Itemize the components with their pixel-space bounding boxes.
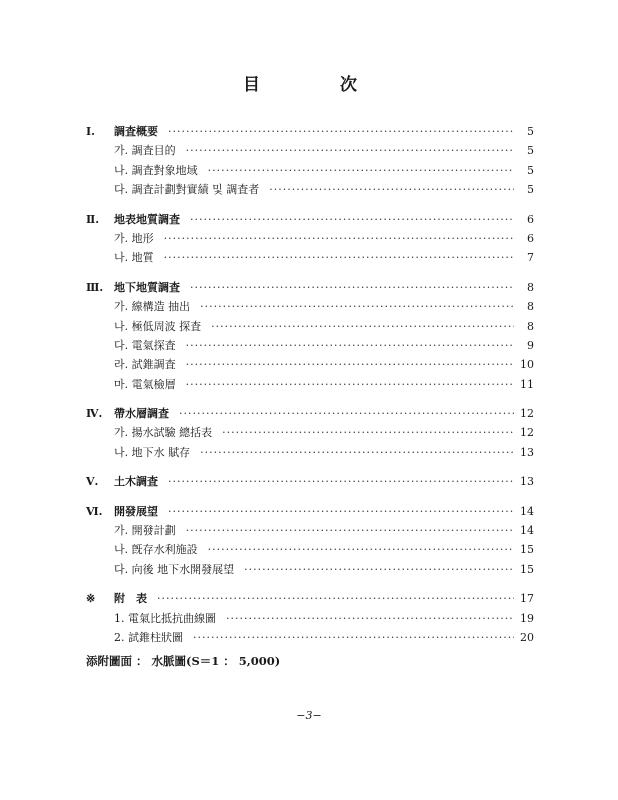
toc-section-number: Ⅳ. [86,407,103,421]
leader-dots [244,560,514,579]
toc-section-label: 帶水層調査 [114,407,169,421]
toc-subsection[interactable] [86,180,534,199]
leader-dots [193,628,514,647]
leader-dots [208,540,514,559]
toc-page-number: 14 [520,504,534,518]
leader-dots [208,161,514,180]
toc-page-number: 8 [527,300,534,314]
toc-page-number: 9 [527,338,534,352]
leader-dots [186,355,514,374]
leader-dots [222,423,514,442]
leader-dots [164,229,514,248]
toc-section-label: 調査概要 [114,125,158,138]
toc-subsection[interactable] [86,229,534,248]
toc-page-number: 7 [527,251,534,265]
toc-section-number: ※ [86,592,96,606]
toc-section-number: Ⅵ. [86,504,103,518]
toc-section-number: Ⅱ. [86,212,100,226]
toc-subsection[interactable] [86,521,534,540]
toc-section-label: 開發展望 [114,504,158,518]
toc-page-number: 17 [520,592,534,606]
toc-section-label: 附 表 [114,592,147,606]
toc-page-number: 15 [520,543,534,557]
toc-page-number: 15 [520,562,534,576]
toc-subsection-label: 가. 開發計劃 [114,524,176,538]
toc-subsection-label: 가. 地形 [114,231,154,245]
toc-section-number: Ⅴ. [86,475,99,489]
toc-subsection-label: 라. 試錐調査 [114,358,176,372]
toc-subsection-label: 나. 極低周波 探査 [114,319,202,333]
toc-section-label: 地表地質調査 [114,212,180,226]
title-char-1: 目 [243,75,260,95]
leader-dots [186,375,514,394]
table-of-contents [86,122,534,647]
leader-dots [190,210,514,229]
toc-page-number: 5 [527,183,534,197]
toc-page-number: 8 [527,280,534,294]
toc-page-number: 6 [527,231,534,245]
toc-subsection-label: 나. 調査對象地域 [114,163,198,177]
toc-page-number: 12 [520,426,534,440]
toc-page-number: 8 [527,319,534,333]
toc-section-1[interactable] [86,122,534,141]
toc-page-number: 19 [520,611,534,625]
leader-dots [164,248,514,267]
toc-section-4[interactable] [86,404,534,423]
leader-dots [200,297,514,316]
toc-page-number: 12 [520,407,534,421]
toc-subsection-label: 가. 揚水試驗 總括表 [114,426,213,440]
toc-subsection-label: 나. 地質 [114,251,154,265]
toc-subsection-label: 가. 調査目的 [114,144,176,158]
toc-subsection[interactable] [86,336,534,355]
toc-section-appendix[interactable] [86,589,534,608]
title-char-2: 次 [340,75,357,95]
toc-section-label: 地下地質調査 [114,280,180,294]
leader-dots [200,443,514,462]
leader-dots [226,609,514,628]
toc-page-number: 13 [520,475,534,489]
toc-page-number: 6 [527,212,534,226]
toc-subsection[interactable] [86,317,534,336]
toc-subsection-label: 마. 電氣檢層 [114,377,176,391]
toc-page-number: 5 [527,163,534,177]
toc-subsection[interactable] [86,297,534,316]
toc-subsection[interactable] [86,375,534,394]
toc-section-5[interactable] [86,472,534,491]
toc-section-2[interactable] [86,210,534,229]
leader-dots [168,502,514,521]
page-title [0,70,618,95]
leader-dots [211,317,514,336]
leader-dots [186,521,514,540]
leader-dots [168,472,514,491]
leader-dots [186,141,514,160]
toc-page-number: 5 [527,125,534,138]
toc-subsection-label: 다. 調査計劃對實績 및 調査者 [114,183,260,197]
leader-dots [157,589,514,608]
toc-subsection-label: 나. 旣存水利施設 [114,543,198,557]
toc-subsection[interactable] [86,161,534,180]
toc-subsection-label: 2. 試錐柱狀圖 [114,630,183,644]
toc-page-number: 20 [520,630,534,644]
toc-subsection[interactable] [86,609,534,628]
leader-dots [168,122,514,141]
attached-drawing-note: 添附圖面 ： 水脈圖(S＝1 ： 5,000) [86,654,281,668]
leader-dots [179,404,514,423]
toc-section-number: Ⅲ. [86,280,104,294]
toc-subsection[interactable] [86,443,534,462]
toc-section-6[interactable] [86,502,534,521]
leader-dots [269,180,514,199]
toc-section-3[interactable] [86,278,534,297]
toc-subsection-label: 다. 向後 地下水開發展望 [114,562,235,576]
toc-subsection-label: 가. 線構造 抽出 [114,300,191,314]
toc-subsection[interactable] [86,423,534,442]
toc-subsection[interactable] [86,628,534,647]
toc-subsection[interactable] [86,560,534,579]
toc-section-label: 土木調査 [114,475,158,489]
toc-page-number: 13 [520,445,534,459]
toc-page-number: 11 [520,377,534,391]
toc-subsection[interactable] [86,355,534,374]
toc-page-number: 10 [520,358,534,372]
toc-subsection[interactable] [86,540,534,559]
toc-section-number: Ⅰ. [86,125,95,138]
page-number: −3− [296,709,322,722]
toc-subsection-label: 1. 電氣比抵抗曲線圖 [114,611,216,625]
leader-dots [186,336,514,355]
leader-dots [190,278,514,297]
toc-subsection[interactable] [86,248,534,267]
toc-subsection[interactable] [86,141,534,160]
toc-page-number: 5 [527,144,534,158]
toc-subsection-label: 나. 地下水 賦存 [114,445,191,459]
toc-subsection-label: 다. 電氣探査 [114,338,176,352]
toc-page-number: 14 [520,524,534,538]
